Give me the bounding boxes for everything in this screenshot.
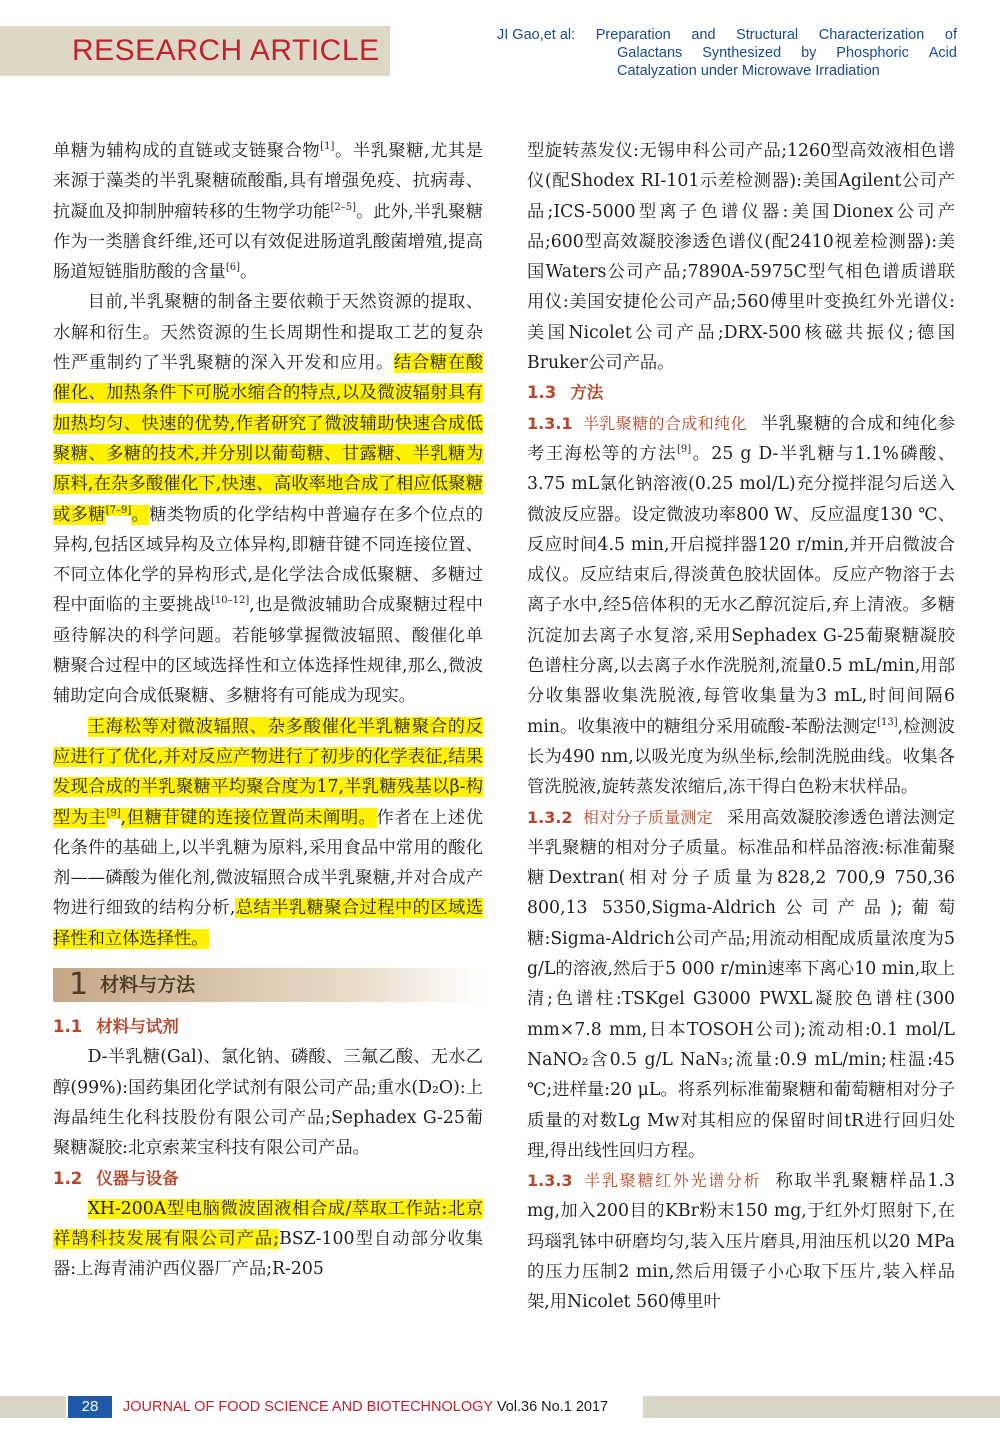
- citation-text: by: [801, 45, 817, 61]
- body-paragraph: [53, 712, 483, 954]
- body-text: 。此外,半乳聚糖作为一类膳食纤维,还可以有效促进肠道乳酸菌增殖,提高肠道短链脂肪酸的含量: [53, 201, 483, 283]
- body-text: 。25 g D-半乳糖与1.1%磷酸、3.75 mL氯化钠溶液(0.25 mol/L)充分搅拌混匀后送入微波反应器。设定微波功率800 W、反应温度130 ℃、反应时间4.5 min,开启搅拌器120 r/min,并开启微波合成仪。反应结束后,得淡黄色胶状固体。反应产物溶于去离子水中,经5倍体积的无水乙醇沉淀后,弃上清液。多糖沉淀加去离子水复溶,采用Sephadex G-25葡聚糖凝胶色谱柱分离,以去离子水作洗脱剂,流量0.5 mL/min,用部分收集器收集洗脱液,每管收集量为3 mL,时间间隔6 min。收集液中的糖组分采用硫酸-苯酚法测定: [527, 443, 955, 737]
- citation-text: of: [944, 27, 957, 43]
- citation-text: Preparation: [595, 27, 671, 43]
- running-citation: [497, 26, 957, 80]
- highlighted-text: XH-200A型电脑微波固液相合成/萃取工作站:北京祥鹄科技发展有限公司产品;: [53, 1198, 483, 1250]
- section-title: 材料与方法: [100, 973, 196, 996]
- subsubsection-number: 1.3.2: [527, 807, 573, 827]
- subsubsection-heading: [527, 414, 761, 433]
- subsection-number: 1.1: [53, 1017, 83, 1037]
- subsubsection-number: 1.3.3: [527, 1171, 573, 1191]
- citation-text: JI Gao,et al:: [497, 27, 576, 43]
- subsection-title: 仪器与设备: [96, 1168, 179, 1188]
- body-paragraph: [527, 1166, 955, 1317]
- subsection-heading: [53, 1164, 483, 1194]
- body-text: 糖类物质的化学结构中普遍存在多个位点的异构,包括区域异构及立体异构,即糖苷键不同连接位置、不同立体化学的异构形式,是化学法合成低聚糖、多糖过程中面临的主要挑战: [53, 504, 483, 616]
- body-paragraph: [53, 287, 483, 711]
- citation-text: Structural: [736, 27, 799, 43]
- highlighted-text: ,但糖苷键的连接位置尚未阐明。: [120, 807, 377, 828]
- left-column: [53, 136, 483, 1285]
- body-text: 。: [240, 262, 258, 283]
- section-heading: [53, 968, 483, 1002]
- subsubsection-number: 1.3.1: [527, 413, 573, 433]
- highlighted-text: 王海松等对微波辐照、杂多酸催化半乳糖聚合的反应进行了优化,并对反应产物进行了初步的化学表征,结果发现合成的半乳聚糖平均聚合度为17,半乳糖残基以β-构型为主: [53, 716, 483, 828]
- body-paragraph: [527, 409, 955, 803]
- body-paragraph: [53, 1194, 483, 1285]
- citation-text: Acid: [928, 45, 957, 61]
- citation-text: Galactans: [617, 45, 683, 61]
- reference-marker[interactable]: [13]: [877, 716, 898, 728]
- body-text: ,也是微波辅助合成聚糖过程中亟待解决的科学问题。若能够掌握微波辐照、酸催化单糖聚合过程中的区域选择性和立体选择性规律,那么,微波辅助定向合成低聚糖、多糖将有可能成为现实。: [53, 595, 483, 707]
- body-paragraph: [53, 136, 483, 287]
- body-text: 称取半乳聚糖样品1.3 mg,加入200目的KBr粉末150 mg,于红外灯照射下,在玛瑙乳钵中研磨均匀,装入压片磨具,用油压机以20 MPa的压力压制2 min,然后用镊子小心取下压片,装入样品架,用Nicolet 560傅里叶: [527, 1171, 955, 1313]
- reference-marker[interactable]: [9]: [677, 444, 692, 456]
- subsection-title: 方法: [570, 383, 604, 403]
- subsection-heading: [527, 378, 955, 408]
- subsubsection-heading: [527, 1171, 776, 1190]
- section-number: 1: [69, 966, 89, 1002]
- body-paragraph: D-半乳糖(Gal)、氯化钠、磷酸、三氟乙酸、无水乙醇(99%):国药集团化学试剂有限公司产品;重水(D₂O):上海晶纯生化科技股份有限公司产品;Sephadex G-25葡聚糖凝胶:北京索莱宝科技有限公司产品。: [53, 1047, 483, 1159]
- body-paragraph: 型旋转蒸发仪:无锡申科公司产品;1260型高效液相色谱仪(配Shodex RI-101示差检测器):美国Agilent公司产品;ICS-5000型离子色谱仪器:美国Dionex公司产品;600型高效凝胶渗透色谱仪(配2410视差检测器):美国Waters公司产品;7890A-5975C型气相色谱质谱联用仪:美国安捷伦公司产品;560傅里叶变换红外光谱仪:美国Nicolet公司产品;DRX-500核磁共振仪;德国Bruker公司产品。: [527, 141, 955, 374]
- journal-name: [123, 1396, 608, 1418]
- subsection-number: 1.3: [527, 383, 557, 403]
- body-text: ,检测波长为490 nm,以吸光度为纵坐标,绘制洗脱曲线。收集各管洗脱液,旋转蒸发浓缩后,冻干得白色粉末状样品。: [527, 716, 956, 798]
- right-column: [527, 136, 955, 1318]
- body-text: 。半乳聚糖,尤其是来源于藻类的半乳聚糖硫酸酯,具有增强免疫、抗病毒、抗凝血及抑制肿瘤转移的生物学功能: [53, 141, 483, 222]
- body-text: 采用高效凝胶渗透色谱法测定半乳聚糖的相对分子质量。标准品和样品溶液:标准葡聚糖Dextran(相对分子质量为828,2 700,9 750,36 800,13 5350,Sigma-Aldrich公司产品);葡萄糖:Sigma-Aldrich公司产品;用流动相配成质量浓度为5 g/L的溶液,然后于5 000 r/min速率下离心10 min,取上清;色谱柱:TSKgel G3000 PWXL凝胶色谱柱(300 mm×7.8 mm,日本TOSOH公司);流动相:0.1 mol/L NaNO₂含0.5 g/L NaN₃;流量:0.9 mL/min;柱温:45 ℃;进样量:20 μL。将系列标准葡聚糖和葡萄糖相对分子质量的对数Lg Mw对其相应的保留时间tR进行回归处理,得出线性回归方程。: [527, 807, 955, 1161]
- subsubsection-title: 相对分子质量测定: [582, 807, 714, 827]
- subsubsection-title: 半乳聚糖红外光谱分析: [582, 1171, 762, 1191]
- journal-volume: Vol.36 No.1 2017: [496, 1399, 609, 1415]
- footer-band-right: [643, 1396, 1000, 1418]
- subsection-title: 材料与试剂: [96, 1017, 179, 1037]
- footer-band-left: [0, 1396, 66, 1418]
- highlighted-text: 总结半乳糖聚合过程中的区域选择性和立体选择性。: [53, 898, 483, 949]
- body-text: 单糖为辅构成的直链或支链聚合物: [53, 141, 321, 161]
- body-text: 目前,半乳聚糖的制备主要依赖于天然资源的提取、水解和衍生。天然资源的生长周期性和提取工艺的复杂性严重制约了半乳聚糖的深入开发和应用。: [53, 292, 483, 374]
- journal-title: JOURNAL OF FOOD SCIENCE AND BIOTECHNOLOGY: [123, 1399, 493, 1415]
- subsubsection-title: 半乳聚糖的合成和纯化: [582, 413, 747, 433]
- section-type-title: RESEARCH ARTICLE: [72, 34, 380, 67]
- subsubsection-heading: [527, 808, 727, 827]
- subsection-heading: [53, 1012, 483, 1042]
- reference-marker[interactable]: [9]: [106, 807, 121, 819]
- body-text: 作者在上述优化条件的基础上,以半乳糖为原料,采用食品中常用的酸化剂——磷酸为催化剂,微波辐照合成半乳聚糖,并对合成产物进行细致的结构分析,: [53, 807, 483, 919]
- reference-marker[interactable]: [6]: [225, 262, 240, 274]
- body-paragraph: [527, 803, 955, 1167]
- citation-text: Phosphoric: [836, 45, 909, 61]
- citation-text: Synthesized: [702, 45, 782, 61]
- reference-marker[interactable]: [2–5]: [330, 201, 357, 213]
- highlighted-text: 结合糖在酸催化、加热条件下可脱水缩合的特点,以及微波辐射具有加热均匀、快速的优势,作者研究了微波辅助快速合成低聚糖、多糖的技术,并分别以葡萄糖、甘露糖、半乳糖为原料,在杂多酸催化下,快速、高收率地合成了相应低聚糖或多糖: [53, 353, 483, 525]
- subsection-number: 1.2: [53, 1168, 83, 1188]
- citation-text: Catalyzation under Microwave Irradiation: [617, 63, 880, 79]
- reference-marker[interactable]: [7–9]: [105, 504, 132, 516]
- highlighted-text: 。: [131, 504, 150, 525]
- body-text: 半乳聚糖的合成和纯化参考王海松等的方法: [527, 413, 955, 464]
- body-text: BSZ-100型自动部分收集器:上海青浦沪西仪器厂产品;R-205: [53, 1229, 483, 1280]
- citation-text: and: [691, 27, 716, 43]
- citation-text: Characterization: [818, 27, 925, 43]
- page-number: 28: [68, 1396, 112, 1418]
- reference-marker[interactable]: [1]: [320, 141, 335, 153]
- reference-marker[interactable]: [10–12]: [211, 595, 250, 607]
